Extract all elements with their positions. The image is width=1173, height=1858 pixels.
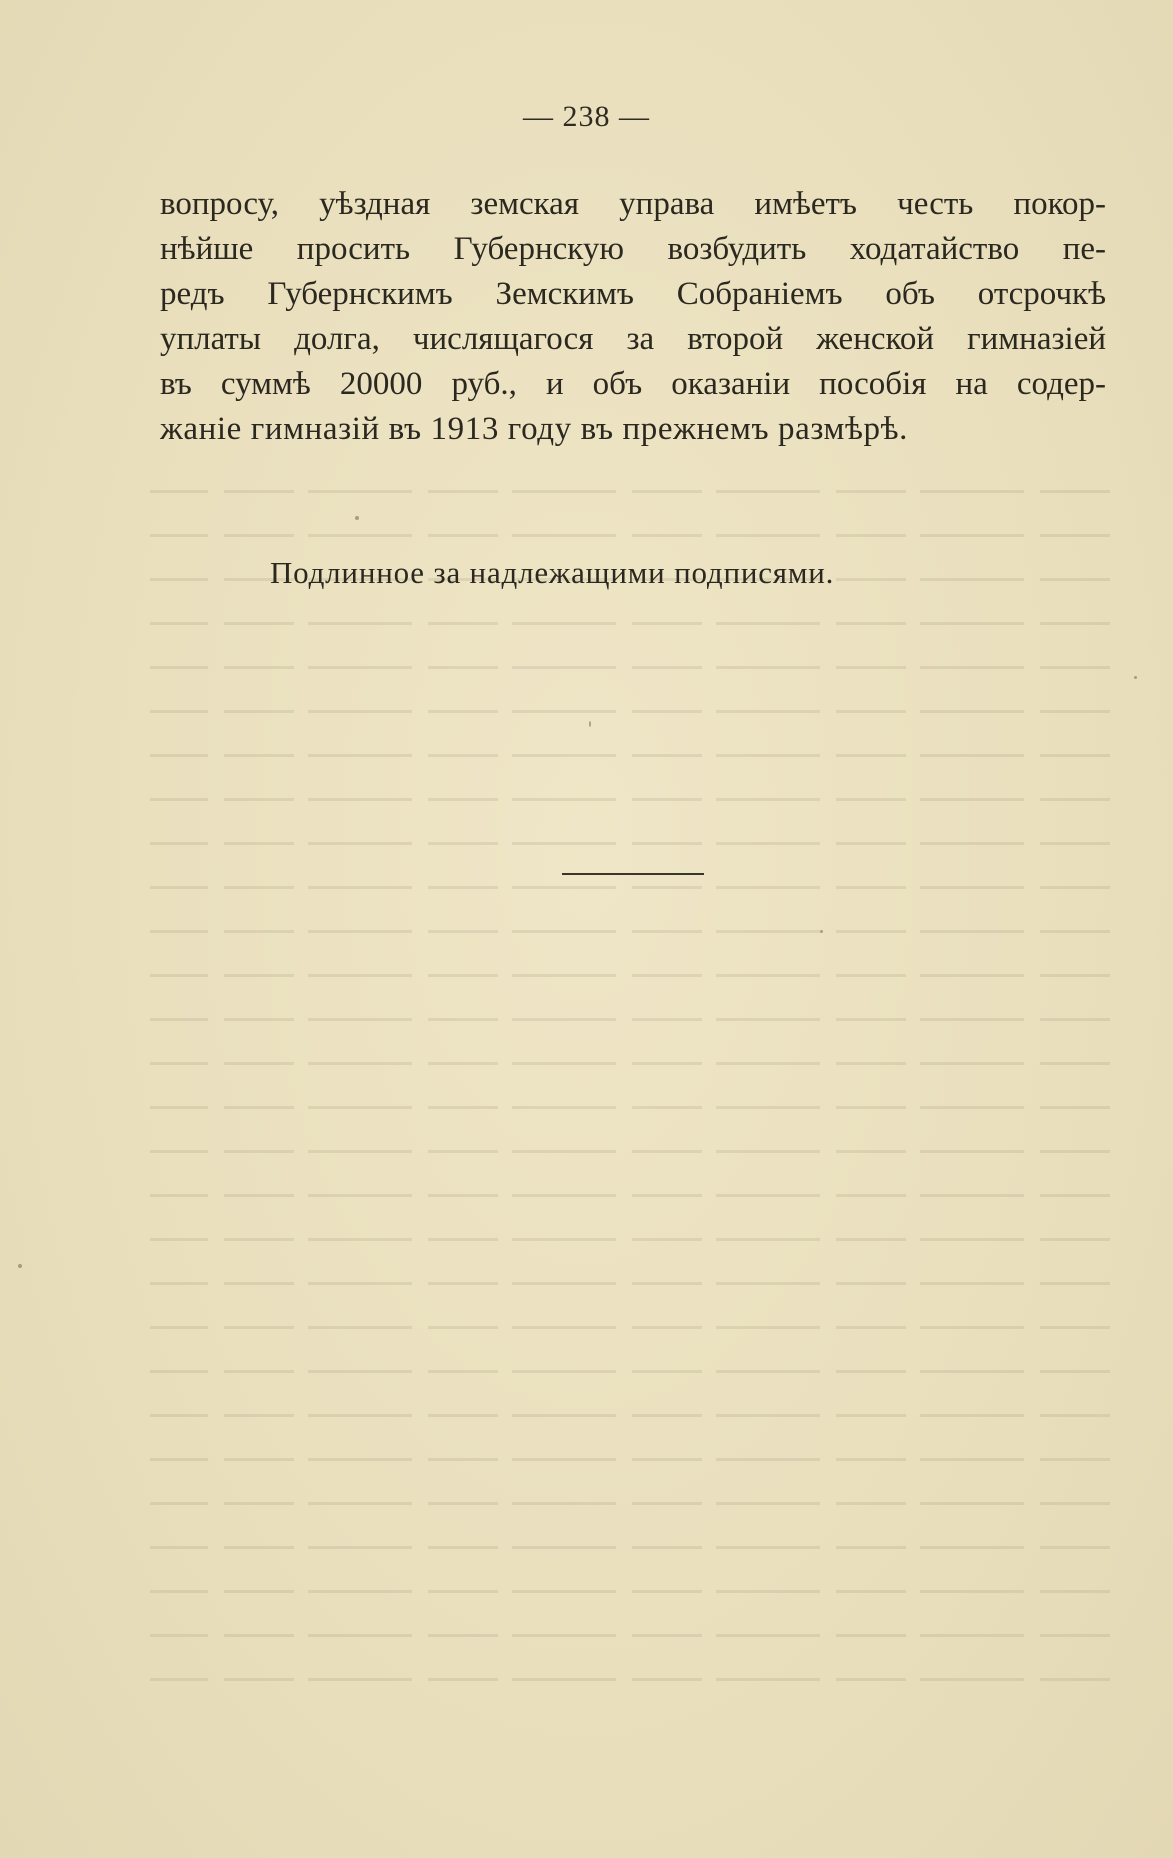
closing-rule <box>562 873 704 875</box>
body-line: редъ Губернскимъ Земскимъ Собраніемъ объ отсрочкѣ <box>160 276 1106 312</box>
page-number: — 238 — <box>523 100 650 133</box>
paper-speck <box>355 516 359 520</box>
signature-note: Подлинное за надлежащими подписями. <box>270 555 835 590</box>
body-line: вопросу, уѣздная земская управа имѣетъ честь покор- <box>160 186 1106 222</box>
body-line: нѣйше просить Губернскую возбудить ходатайство пе- <box>160 231 1106 267</box>
body-paragraph <box>160 182 1106 452</box>
paper-speck <box>18 1264 22 1268</box>
reverse-side-bleed-through <box>150 470 1110 1690</box>
body-line: уплаты долга, числящагося за второй женской гимназіей <box>160 321 1106 357</box>
paper-speck <box>820 930 823 933</box>
paper-speck <box>589 721 591 727</box>
paper-speck <box>1134 676 1137 679</box>
body-line: жаніе гимназій въ 1913 году въ прежнемъ размѣрѣ. <box>160 411 908 447</box>
body-line: въ суммѣ 20000 руб., и объ оказаніи пособія на содер- <box>160 366 1106 402</box>
